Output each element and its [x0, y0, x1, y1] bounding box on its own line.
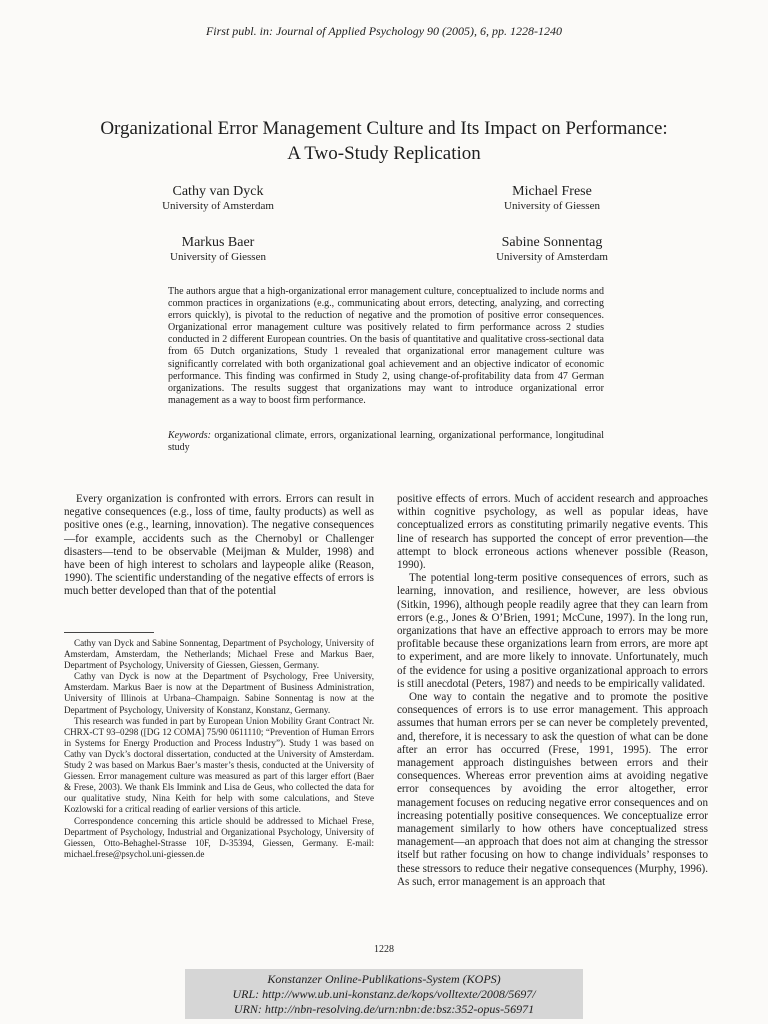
body-paragraph: One way to contain the negative and to promote the positive consequences of errors is to use error management. This approach assumes that human errors per se can never be completely prevented, and, therefore, it is necessary to ask the question of what can be done after an error has occurred (Frese, 1991, 1995). The error management approach distinguishes between errors and their consequences. Whereas error prevention aims at avoiding negative error consequences by avoiding the error altogether, error management focuses on reducing negative error consequences and on increasing potentially positive consequences. We conceptualize error management similarly to how others have conceptualized stress management—an approach that does not aim at changing the stressor itself but rather focusing on how to change individuals’ responses to these stressors to reduce their negative consequences (Murphy, 1996). As such, error management is an approach that	[397, 691, 708, 888]
footnote-divider	[64, 632, 154, 633]
keywords-text: organizational climate, errors, organizational learning, organizational performance, longitudinal study	[168, 430, 604, 453]
footnote-paragraph: This research was funded in part by European Union Mobility Grant Contract Nr. CHRX-CT 93–0298 ([DG 12 COMA] 75/90 0611110; “Prevention of Human Errors in Systems for Energy Production and Process Industry”). Study 1 was based on Cathy van Dyck’s doctoral dissertation, conducted at the University of Amsterdam. Study 2 was based on Markus Baer’s master’s thesis, conducted at the University of Giessen. Error management culture was measured as part of this larger effort (Baer & Frese, 2003). We thank Els Immink and Lisa de Geus, who collected the data for our qualitative study, Nina Keith for help with some calculations, and Steve Kozlowski for a critical reading of earlier versions of this article.	[64, 715, 374, 815]
journal-citation: First publ. in: Journal of Applied Psychology 90 (2005), 6, pp. 1228-1240	[205, 24, 563, 38]
author-affiliation: University of Giessen	[170, 251, 266, 263]
footnote-paragraph: Correspondence concerning this article should be addressed to Michael Frese, Department of Psychology, Industrial and Organizational Psychology, University of Giessen, Otto-Behaghel-Strasse 10F, D-35394, Giessen, Germany. E-mail: michael.frese@psychol.uni-giessen.de	[64, 815, 374, 859]
author-block	[118, 235, 318, 264]
paper-title	[40, 116, 728, 166]
keywords-label: Keywords:	[168, 430, 211, 441]
author-affiliation: University of Giessen	[504, 200, 600, 212]
author-name: Sabine Sonnentag	[501, 235, 603, 250]
page-number: 1228	[374, 944, 394, 955]
author-block	[118, 184, 318, 213]
author-affiliation: University of Amsterdam	[162, 200, 274, 212]
left-column	[64, 493, 374, 599]
footnote-paragraph: Cathy van Dyck and Sabine Sonnentag, Department of Psychology, University of Amsterdam, Amsterdam, the Netherlands; Michael Frese and Markus Baer, Department of Psychology, University of Giessen, Giessen, Germany.	[64, 638, 374, 671]
body-paragraph: The potential long-term positive consequences of errors, such as learning, innovation, and resilience, however, are less obvious (Sitkin, 1996), although people readily agree that they can learn from errors (e.g., Jones & O’Brien, 1991; McCune, 1997). In the long run, organizations that have an effective approach to errors may be more profitable because these organizations learn from errors, are more apt to experiment, and are more likely to innovate. Unfortunately, much of the evidence for using a positive organizational approach to errors is still anecdotal (Peters, 1987) and needs to be empirically validated.	[397, 572, 708, 690]
keywords	[168, 430, 604, 454]
author-block	[452, 235, 652, 264]
author-name: Markus Baer	[181, 235, 255, 250]
author-name: Michael Frese	[512, 184, 592, 199]
right-column	[397, 493, 708, 889]
body-paragraph: Every organization is confronted with errors. Errors can result in negative consequences (e.g., loss of time, faulty products) as well as positive ones (e.g., learning, innovation). The negative consequences—for example, accidents such as the Chernobyl or Challenger disasters—tend to be observable (Meijman & Mulder, 1998) and have been of high interest to scholars and laypeople alike (Reason, 1990). The scientific understanding of the negative effects of errors is much better developed than that of the potential	[64, 493, 374, 598]
author-block	[452, 184, 652, 213]
kops-url[interactable]: URL: http://www.ub.uni-konstanz.de/kops/volltexte/2008/5697/	[232, 987, 536, 1001]
kops-title: Konstanzer Online-Publikations-System (KOPS)	[267, 972, 501, 986]
author-note	[64, 638, 374, 860]
title-line-2: A Two-Study Replication	[287, 143, 481, 164]
kops-repository-box	[185, 969, 583, 1019]
title-line-1: Organizational Error Management Culture and Its Impact on Performance:	[100, 118, 668, 139]
abstract: The authors argue that a high-organizational error management culture, conceptualized to include norms and common practices in organizations (e.g., communicating about errors, detecting, analyzing, and correcting errors quickly), is pivotal to the reduction of negative and the promotion of positive error consequences. Organizational error management culture was positively related to firm performance across 2 studies conducted in 2 different European countries. On the basis of quantitative and qualitative cross-sectional data from 65 Dutch organizations, Study 1 revealed that organizational error management culture was significantly correlated with both organizational goal achievement and an objective indicator of economic performance. This finding was confirmed in Study 2, using change-of-profitability data from 47 German organizations. The results suggest that organizations may want to introduce organizational error management as a way to boost firm performance.	[168, 286, 604, 406]
author-affiliation: University of Amsterdam	[496, 251, 608, 263]
author-name: Cathy van Dyck	[172, 184, 264, 199]
body-paragraph: positive effects of errors. Much of accident research and approaches within cognitive psychology, as well as popular ideas, have conceptualized errors as constituting primarily negative events. This line of research has supported the concept of error prevention—the attempt to block erroneous actions whenever possible (Reason, 1990).	[397, 493, 708, 572]
footnote-paragraph: Cathy van Dyck is now at the Department of Psychology, Free University, Amsterdam. Markus Baer is now at the Department of Business Administration, University of Illinois at Urbana–Champaign. Sabine Sonnentag is now at the Department of Psychology, University of Konstanz, Konstanz, Germany.	[64, 671, 374, 715]
kops-urn[interactable]: URN: http://nbn-resolving.de/urn:nbn:de:bsz:352-opus-56971	[233, 1002, 535, 1016]
